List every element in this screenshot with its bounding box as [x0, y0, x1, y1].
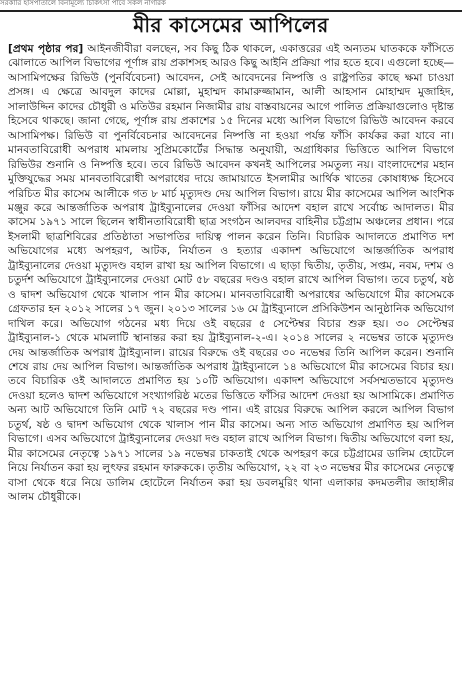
previous-article-strip: সরকারি হাসপাতালে বিনামূল্যে চিকিৎসা পাবে সকল নাগরিক — [0, 0, 166, 7]
headline: মীর কাসেমের আপিলের — [133, 13, 329, 37]
article-text: আইনজীবীরা বলছেন, সব কিছু ঠিক থাকলে, একাত্তরের এই অন্যতম ঘাতককে ফাঁসিতে ঝোলাতে আপিল বিভাগের পূর্ণাঙ্গ রায় প্রকাশসহ আরও কিছু আইনি প্রক্রিয়া পার হতে হবে। এগুলো হচ্ছে— আসামিপক্ষের রিভিউ (পুনর্বিবেচনা) আবেদন, সেই আবেদনের নিষ্পত্তি ও রাষ্ট্রপতির কাছে ক্ষমা চাওয়া প্রসঙ্গ। এ ক্ষেত্রে আবদুল কাদের মোল্লা, মুহাম্মদ কামারুজ্জামান, আলী আহসান মোহাম্মদ মুজাহিদ, সালাউদ্দিন কাদের চৌধুরী ও মতিউর রহমান নিজামীর রায় বাস্তবায়নের আগে পালিত প্রক্রিয়াগুলোও দৃষ্টান্ত হিসেবে থাকছে। জানা গেছে, পূর্ণাঙ্গ রায় প্রকাশের ১৫ দিনের মধ্যে আপিল বিভাগে রিভিউ আবেদন করবে আসামিপক্ষ। রিভিউ বা পুনর্বিবেচনার আবেদনের নিষ্পত্তি না হওয়া পর্যন্ত ফাঁসি কার্যকর করা যাবে না। মানবতাবিরোধী অপরাধ মামলায় সুপ্রিমকোর্টের সিদ্ধান্ত অনুযায়ী, অগ্রাধিকার ভিত্তিতে আপিল বিভাগে রিভিউর শুনানি ও নিষ্পত্তি হবে। তবে রিভিউ আবেদন কখনই আপিলের সমতুল্য নয়। বাংলাদেশের মহান মুক্তিযুদ্ধের সময় মানবতাবিরোধী অপরাধের দায়ে জামায়াতে ইসলামীর আর্থিক খাতের কোষাধ্যক্ষ হিসেবে পরিচিত মীর কাসেম আলীকে গত ৮ মার্চ মৃত্যুদণ্ড দেয় আপিল বিভাগ। রায়ে মীর কাসেমের আপিল আংশিক মঞ্জুর করে আন্তর্জাতিক অপরাধ ট্রাইব্যুনালের দেওয়া ফাঁসির আদেশ বহাল রাখে সর্বোচ্চ আদালত। মীর কাসেম ১৯৭১ সালে ছিলেন স্বাধীনতাবিরোধী ছাত্র সংগঠন আলবদর বাহিনীর চট্টগ্রাম অঞ্চলের প্রধান। পরে ইসলামী ছাত্রশিবিরের প্রতিষ্ঠাতা সভাপতির দায়িত্ব পালন করেন তিনি। বিচারিক আদালতে প্রমাণিত দশ অভিযোগের মধ্যে অপহরণ, আটক, নির্যাতন ও হত্যার একাদশ অভিযোগে আন্তর্জাতিক অপরাধ ট্রাইব্যুনালের দেওয়া মৃত্যুদণ্ড বহাল রাখা হয় আপিল বিভাগে। এ ছাড়া দ্বিতীয়, তৃতীয়, সপ্তম, নবম, দশম ও চতুর্দশ অভিযোগে ট্রাইব্যুনালের দেওয়া মোট ৫৮ বছরের দণ্ডও বহাল রাখে আপিল বিভাগ। তবে চতুর্থ, ষষ্ঠ ও দ্বাদশ অভিযোগ থেকে খালাস পান মীর কাসেম। মানবতাবিরোধী অপরাধের অভিযোগে মীর কাসেমকে গ্রেফতার হন ২০১২ সালের ১৭ জুন। ২০১৩ সালের ১৬ মে ট্রাইব্যুনালে প্রসিকিউশন আনুষ্ঠানিক অভিযোগ দাখিল করে। অভিযোগ গঠনের মধ্য দিয়ে ওই বছরের ৫ সেপ্টেম্বর বিচার শুরু হয়। ৩০ সেপ্টেম্বর ট্রাইব্যুনাল-১ থেকে মামলাটি স্থানান্তর করা হয় ট্রাইব্যুনাল-২-এ। ২০১৪ সালের ২ নভেম্বর তাকে মৃত্যুদণ্ড দেয় আন্তর্জাতিক অপরাধ ট্রাইব্যুনাল। রায়ের বিরুদ্ধে ওই বছরের ৩০ নভেম্বর তিনি আপিল করেন। শুনানি শেষে রায় দেয় আপিল বিভাগ। আন্তর্জাতিক অপরাধ ট্রাইব্যুনালে ১৪ অভিযোগে মীর কাসেমের বিচার হয়। তবে বিচারিক ওই আদালতে প্রমাণিত হয় ১০টি অভিযোগ। একাদশ অভিযোগে সর্বসম্মতভাবে মৃত্যুদণ্ড দেওয়া হলেও দ্বাদশ অভিযোগে সংখ্যাগরিষ্ঠ মতের ভিত্তিতে ফাঁসির আদেশ দেওয়া হয় আসামিকে। প্রমাণিত অন্য আট অভিযোগে তিনি মোট ৭২ বছরের দণ্ড পান। এই রায়ের বিরুদ্ধে আপিল করলে আপিল বিভাগ চতুর্থ, ষষ্ঠ ও দ্বাদশ অভিযোগ থেকে খালাস পান মীর কাসেম। অন্য সাত অভিযোগ প্রমাণিত হয় আপিল বিভাগে। এসব অভিযোগে ট্রাইব্যুনালের দেওয়া দণ্ড বহাল রাখে আপিল বিভাগ। দ্বিতীয় অভিযোগে বলা হয়, মীর কাসেমের নেতৃত্বে ১৯৭১ সালের ১৯ নভেম্বর চাকতাই থেকে অপহরণ করে চট্টগ্রামের ডালিম হোটেলে নিয়ে নির্যাতন করা হয় লুৎফর রহমান ফারুককে। তৃতীয় অভিযোগ, ২২ বা ২৩ নভেম্বর মীর কাসেমের নেতৃত্বে বাসা থেকে ধরে নিয়ে ডালিম হোটেলে নির্যাতন করা হয় ডবলমুরিং থানা এলাকার কদমতলীর জাহাঙ্গীর আলম চৌধুরীকে। — [8, 43, 454, 504]
continued-from-front-page-label: [প্রথম পৃষ্ঠার পর] — [8, 43, 84, 55]
article-body — [8, 42, 454, 682]
article-paragraph — [8, 42, 454, 505]
